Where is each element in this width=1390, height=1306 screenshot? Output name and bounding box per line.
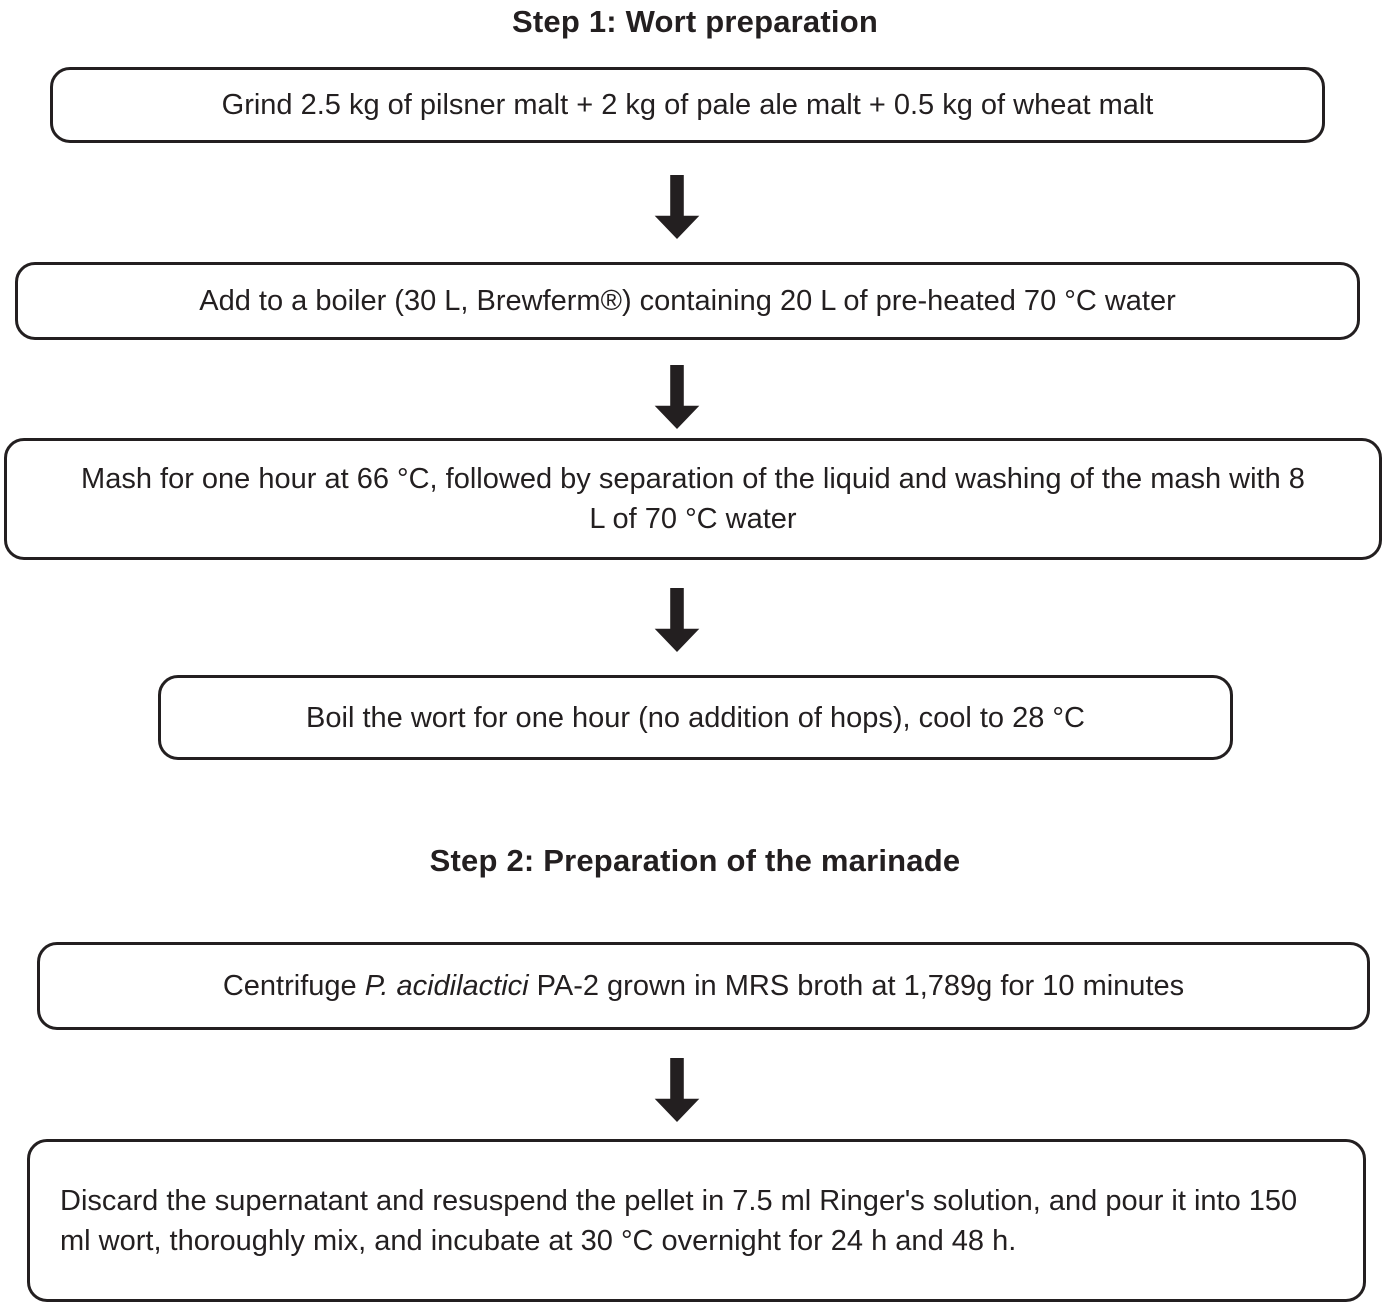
- down-arrow-icon: [653, 1058, 701, 1122]
- box-mash-text: Mash for one hour at 66 °C, followed by separation of the liquid and washing of the mash with 8 L of 70 °C water: [81, 463, 1305, 535]
- box-discard-resuspend: [27, 1139, 1366, 1302]
- box-centrifuge-suffix: PA-2 grown in MRS broth at 1,789g for 10 minutes: [528, 970, 1185, 1002]
- step2-heading: Step 2: Preparation of the marinade: [429, 843, 961, 878]
- box-add-boiler-text: Add to a boiler (30 L, Brewferm®) containing 20 L of pre-heated 70 °C water: [199, 285, 1176, 317]
- box-boil-wort-text: Boil the wort for one hour (no addition of hops), cool to 28 °C: [306, 701, 1085, 734]
- box-centrifuge: [37, 942, 1370, 1030]
- box-grind-malt-text: Grind 2.5 kg of pilsner malt + 2 kg of pale ale malt + 0.5 kg of wheat malt: [221, 89, 1154, 121]
- box-grind-malt: [50, 67, 1325, 143]
- box-mash: [4, 438, 1382, 560]
- box-add-boiler: [15, 262, 1360, 340]
- down-arrow-icon: [653, 175, 701, 239]
- down-arrow-icon: [653, 588, 701, 652]
- box-centrifuge-prefix: Centrifuge: [222, 970, 365, 1002]
- down-arrow-icon: [653, 365, 701, 429]
- box-boil-wort: [158, 675, 1233, 760]
- box-discard-resuspend-text: Discard the supernatant and resuspend the pellet in 7.5 ml Ringer's solution, and pour it into 150 ml wort, thoroughly mix, and incubate at 30 °C overnight for 24 h and 48 h.: [60, 1184, 1298, 1257]
- species-name-italic: P. acidilactici: [364, 970, 529, 1002]
- step1-heading: Step 1: Wort preparation: [512, 4, 878, 39]
- box-centrifuge-text: [223, 966, 1184, 1006]
